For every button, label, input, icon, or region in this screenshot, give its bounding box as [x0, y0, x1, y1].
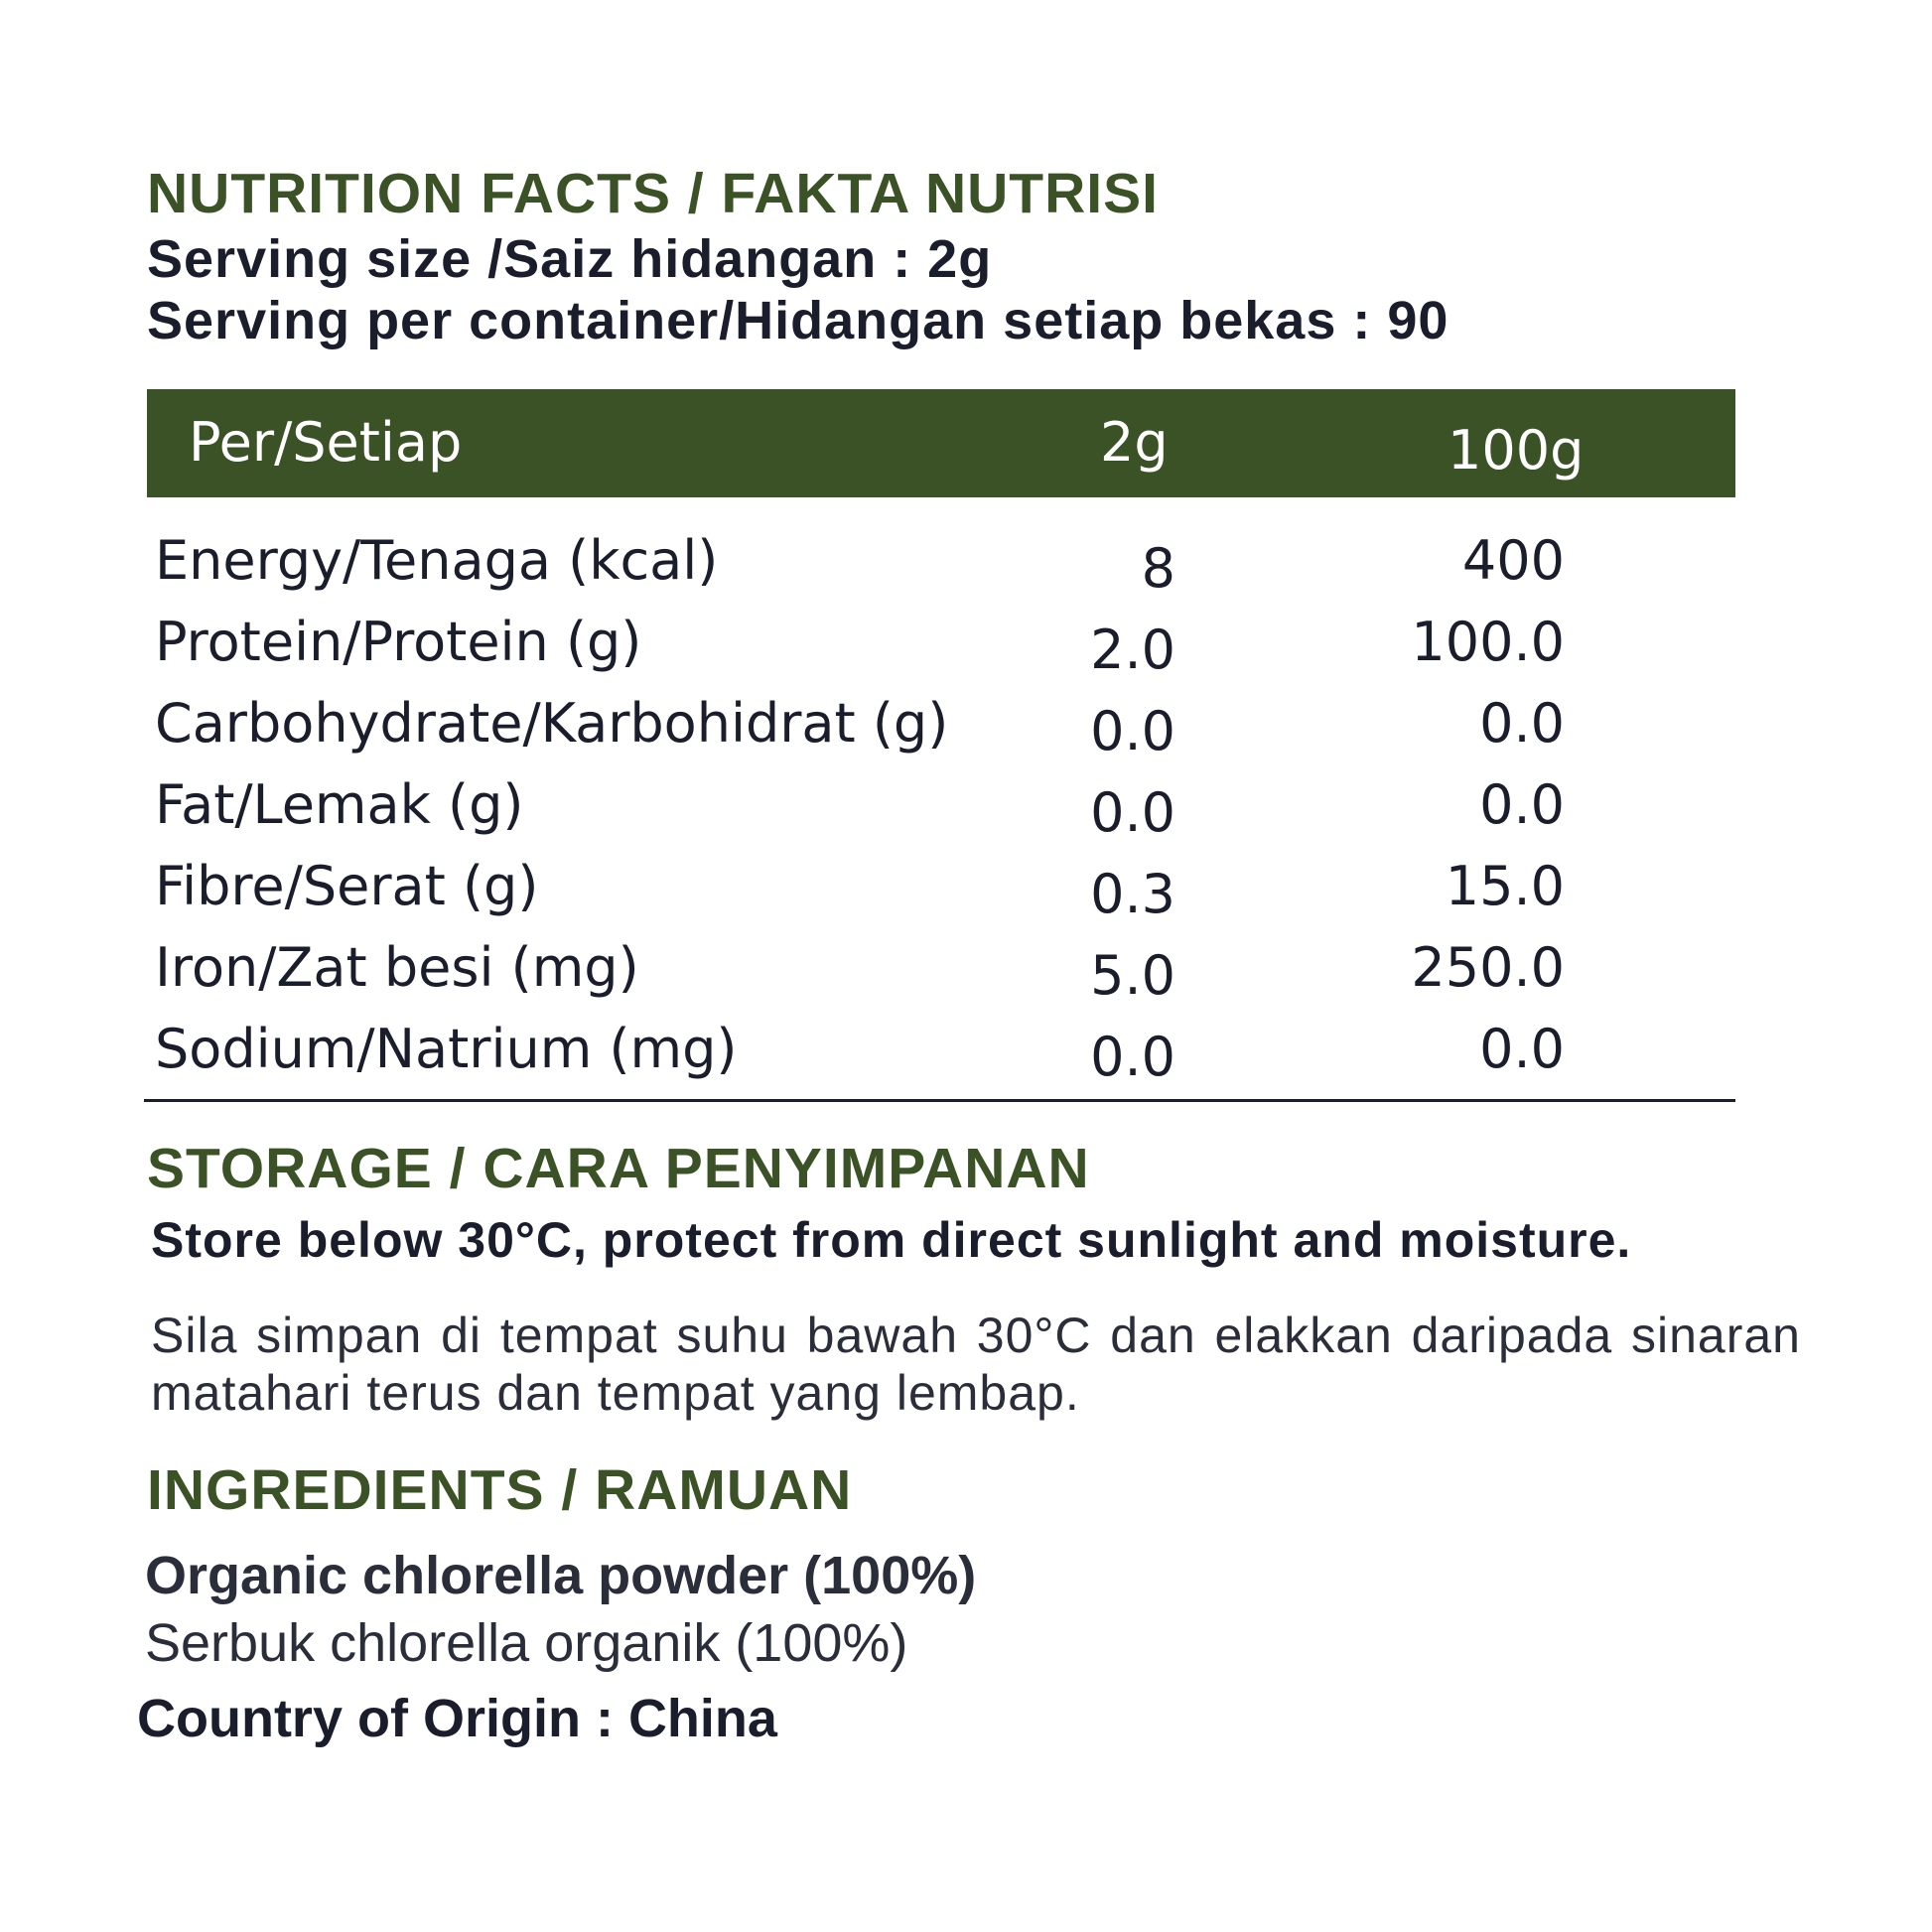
- row-value-2g: 0.0: [1090, 781, 1175, 844]
- nutrition-table-header: [147, 389, 1735, 497]
- table-row: [155, 773, 1565, 855]
- row-label: Carbohydrate/Karbohidrat (g): [155, 692, 949, 755]
- storage-heading: STORAGE / CARA PENYIMPANAN: [147, 1137, 1090, 1200]
- table-row: [155, 611, 1565, 692]
- table-row: [155, 692, 1565, 773]
- table-row: [155, 936, 1565, 1018]
- header-per: Per/Setiap: [189, 411, 463, 474]
- row-value-100g: 0.0: [1479, 773, 1565, 836]
- row-value-2g: 8: [1141, 537, 1175, 600]
- table-row: [155, 1018, 1565, 1099]
- servings-per-container: Serving per container/Hidangan setiap bekas : 90: [147, 291, 1449, 350]
- row-label: Energy/Tenaga (kcal): [155, 529, 719, 592]
- row-value-2g: 0.0: [1090, 1026, 1175, 1088]
- row-value-2g: 2.0: [1090, 619, 1175, 681]
- row-value-100g: 0.0: [1479, 692, 1565, 755]
- row-value-2g: 0.0: [1090, 700, 1175, 762]
- row-value-100g: 0.0: [1479, 1018, 1565, 1080]
- ingredients-english: Organic chlorella powder (100%): [145, 1546, 977, 1605]
- row-value-2g: 5.0: [1090, 944, 1175, 1007]
- row-value-100g: 15.0: [1445, 855, 1565, 917]
- storage-english: Store below 30°C, protect from direct sunlight and moisture.: [151, 1212, 1632, 1268]
- header-100g: 100g: [1448, 419, 1585, 482]
- nutrition-heading: NUTRITION FACTS / FAKTA NUTRISI: [147, 162, 1159, 225]
- row-label: Iron/Zat besi (mg): [155, 936, 639, 999]
- ingredients-heading: INGREDIENTS / RAMUAN: [147, 1458, 853, 1522]
- row-label: Protein/Protein (g): [155, 611, 642, 673]
- serving-size: Serving size /Saiz hidangan : 2g: [147, 229, 993, 289]
- table-row: [155, 855, 1565, 936]
- table-bottom-rule: [144, 1099, 1735, 1102]
- row-value-100g: 250.0: [1411, 936, 1565, 999]
- ingredients-malay: Serbuk chlorella organik (100%): [145, 1613, 908, 1673]
- row-value-100g: 100.0: [1411, 611, 1565, 673]
- row-label: Fibre/Serat (g): [155, 855, 539, 917]
- row-label: Sodium/Natrium (mg): [155, 1018, 738, 1080]
- storage-malay: Sila simpan di tempat suhu bawah 30°C dan elakkan daripada sinaran matahari terus dan tempat yang lembap.: [151, 1308, 1801, 1421]
- header-2g: 2g: [1100, 411, 1169, 474]
- country-of-origin: Country of Origin : China: [137, 1689, 777, 1748]
- table-row: [155, 529, 1565, 611]
- row-label: Fat/Lemak (g): [155, 773, 524, 836]
- row-value-100g: 400: [1461, 529, 1565, 592]
- row-value-2g: 0.3: [1090, 863, 1175, 925]
